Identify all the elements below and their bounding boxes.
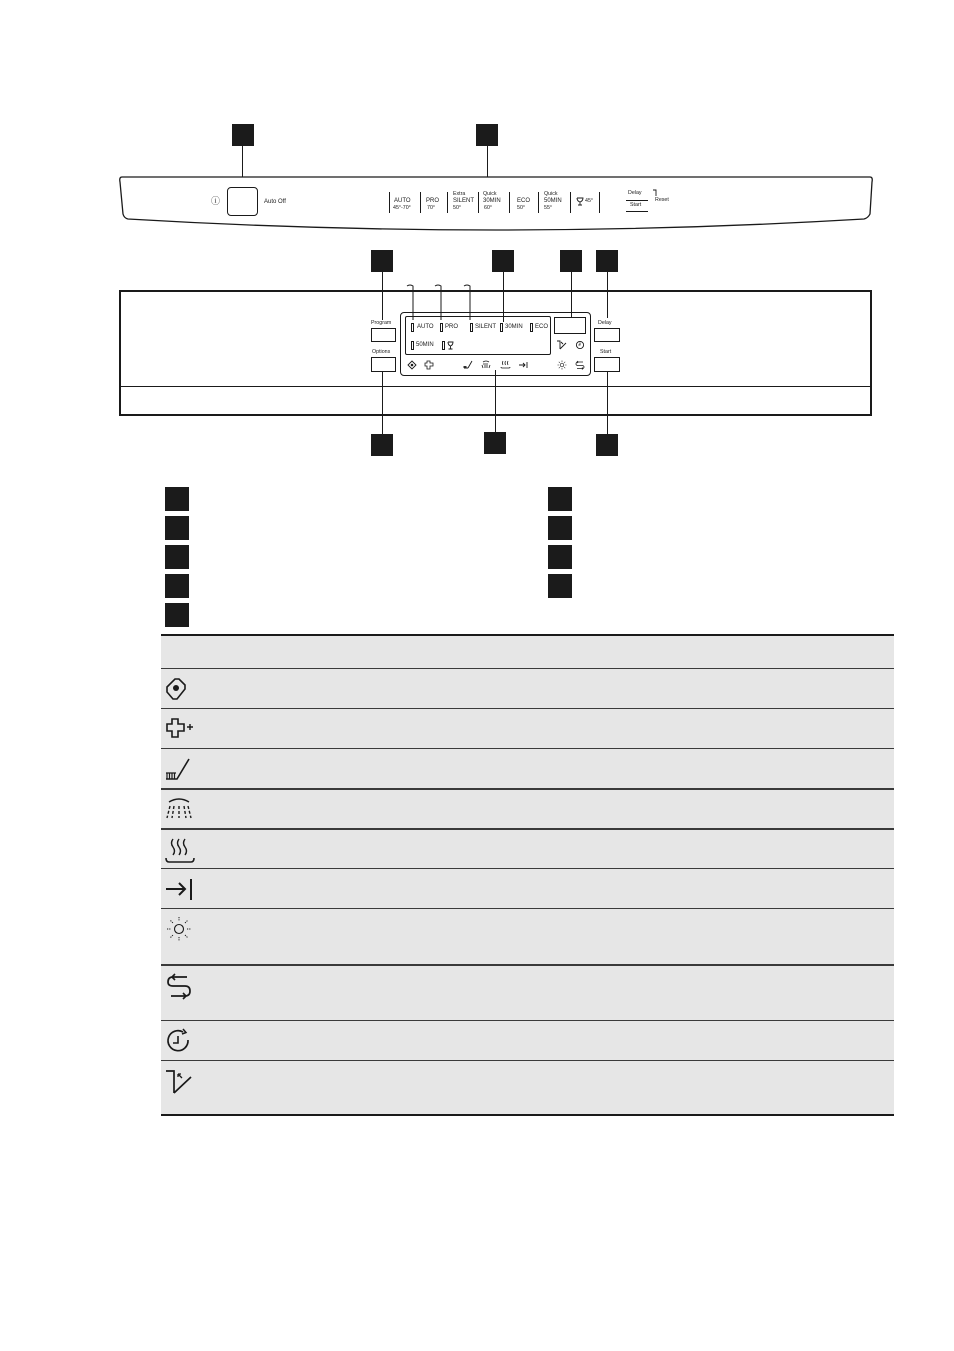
tablet-icon bbox=[407, 360, 417, 370]
separator bbox=[626, 211, 648, 212]
table-row bbox=[161, 1060, 894, 1116]
display-50min: 50MIN bbox=[416, 342, 434, 348]
table-row bbox=[161, 868, 894, 908]
display-eco: ECO bbox=[535, 324, 549, 330]
program-indicator bbox=[530, 323, 533, 332]
cycle-icon bbox=[163, 972, 195, 1002]
leader-line bbox=[607, 372, 608, 434]
divider bbox=[447, 192, 448, 213]
power-symbol: ⓘ bbox=[211, 196, 221, 206]
divider bbox=[478, 192, 479, 213]
light-icon bbox=[557, 360, 567, 370]
legend-marker bbox=[165, 516, 189, 540]
delay-label-top[interactable]: Delay bbox=[628, 190, 642, 196]
legend-marker bbox=[165, 545, 189, 569]
display-silent: SILENT bbox=[475, 324, 497, 330]
legend-marker bbox=[165, 574, 189, 598]
glass-temp-label[interactable]: 45° bbox=[585, 198, 594, 204]
program-label-temp: 60° bbox=[484, 205, 493, 211]
divider bbox=[389, 192, 390, 213]
spray-icon bbox=[163, 796, 195, 826]
divider bbox=[538, 192, 539, 213]
table-row bbox=[161, 828, 894, 868]
arrow-end-icon bbox=[163, 875, 195, 905]
display-auto: AUTO bbox=[417, 324, 434, 330]
program-label-line1: Quick bbox=[483, 191, 497, 197]
display-pro: PRO bbox=[445, 324, 459, 330]
drying-icon bbox=[500, 360, 511, 370]
callout-marker bbox=[492, 250, 514, 272]
callout-marker bbox=[484, 432, 506, 454]
door-open-icon bbox=[556, 340, 568, 350]
callout-marker bbox=[476, 124, 498, 146]
display-30min: 30MIN bbox=[505, 324, 523, 330]
table-row bbox=[161, 964, 894, 1020]
cycle-icon bbox=[575, 360, 585, 370]
program-indicator bbox=[411, 341, 414, 350]
auto-off-label: Auto Off bbox=[264, 199, 286, 205]
divider bbox=[599, 192, 600, 213]
callout-marker bbox=[232, 124, 254, 146]
start-button[interactable] bbox=[594, 357, 620, 372]
program-indicator bbox=[411, 323, 414, 332]
rinse-aid-icon bbox=[163, 715, 195, 745]
program-label-temp: 50° bbox=[517, 205, 526, 211]
glass-icon bbox=[576, 197, 584, 206]
program-indicator bbox=[470, 323, 473, 332]
timer-icon bbox=[575, 340, 585, 350]
callout-marker bbox=[596, 250, 618, 272]
callout-marker bbox=[371, 250, 393, 272]
callout-marker bbox=[371, 434, 393, 456]
reset-label[interactable]: Reset bbox=[655, 197, 669, 203]
program-indicator bbox=[440, 323, 443, 332]
delay-label: Delay bbox=[598, 320, 612, 326]
legend-marker bbox=[548, 574, 572, 598]
program-label-temp: 50° bbox=[453, 205, 462, 211]
start-label: Start bbox=[600, 349, 612, 355]
light-icon bbox=[163, 915, 195, 945]
program-label-silent[interactable]: SILENT bbox=[453, 198, 475, 204]
table-row bbox=[161, 908, 894, 964]
legend-marker bbox=[165, 603, 189, 627]
spray-icon bbox=[481, 360, 491, 370]
table-row bbox=[161, 788, 894, 828]
program-label-line1: Extra bbox=[453, 191, 466, 197]
program-label-pro[interactable]: PRO bbox=[426, 198, 440, 204]
callout-marker bbox=[560, 250, 582, 272]
program-label-temp: 70° bbox=[427, 205, 436, 211]
program-label-auto[interactable]: AUTO bbox=[394, 198, 411, 204]
leader-line bbox=[495, 370, 496, 432]
options-button[interactable] bbox=[371, 357, 396, 372]
program-label: Program bbox=[371, 320, 392, 326]
legend-marker bbox=[165, 487, 189, 511]
legend-marker bbox=[548, 516, 572, 540]
start-label-top[interactable]: Start bbox=[630, 202, 642, 208]
program-indicator bbox=[500, 323, 503, 332]
timer-icon bbox=[163, 1027, 195, 1057]
program-label-eco[interactable]: ECO bbox=[517, 198, 531, 204]
brush-icon bbox=[463, 360, 473, 370]
program-button[interactable] bbox=[371, 328, 396, 342]
program-indicator bbox=[442, 341, 445, 350]
program-label-30min[interactable]: 30MIN bbox=[483, 198, 501, 204]
table-row bbox=[161, 1020, 894, 1060]
table-row-header bbox=[161, 634, 894, 668]
display-inner-frame bbox=[405, 316, 551, 355]
callout-marker bbox=[596, 434, 618, 456]
legend-marker bbox=[548, 545, 572, 569]
legend-marker bbox=[548, 487, 572, 511]
table-row bbox=[161, 668, 894, 708]
arrow-end-icon bbox=[518, 360, 528, 370]
program-label-temp: 45°-70° bbox=[393, 205, 411, 211]
program-label-50min[interactable]: 50MIN bbox=[544, 198, 562, 204]
on-off-button[interactable] bbox=[227, 187, 258, 216]
rinse-aid-icon bbox=[424, 360, 435, 370]
brush-icon bbox=[163, 755, 195, 785]
table-row bbox=[161, 708, 894, 748]
divider bbox=[509, 192, 510, 213]
delay-button[interactable] bbox=[594, 328, 620, 342]
program-label-line1: Quick bbox=[544, 191, 558, 197]
table-row bbox=[161, 748, 894, 788]
options-label: Options bbox=[372, 349, 391, 355]
tablet-icon bbox=[163, 675, 195, 705]
drying-icon bbox=[163, 836, 195, 866]
digit-display bbox=[554, 317, 586, 334]
leader-line bbox=[382, 372, 383, 434]
divider bbox=[420, 192, 421, 213]
divider bbox=[570, 192, 571, 213]
door-open-icon bbox=[163, 1067, 195, 1097]
program-label-temp: 55° bbox=[544, 205, 553, 211]
separator bbox=[626, 200, 648, 201]
glass-icon bbox=[447, 341, 454, 350]
